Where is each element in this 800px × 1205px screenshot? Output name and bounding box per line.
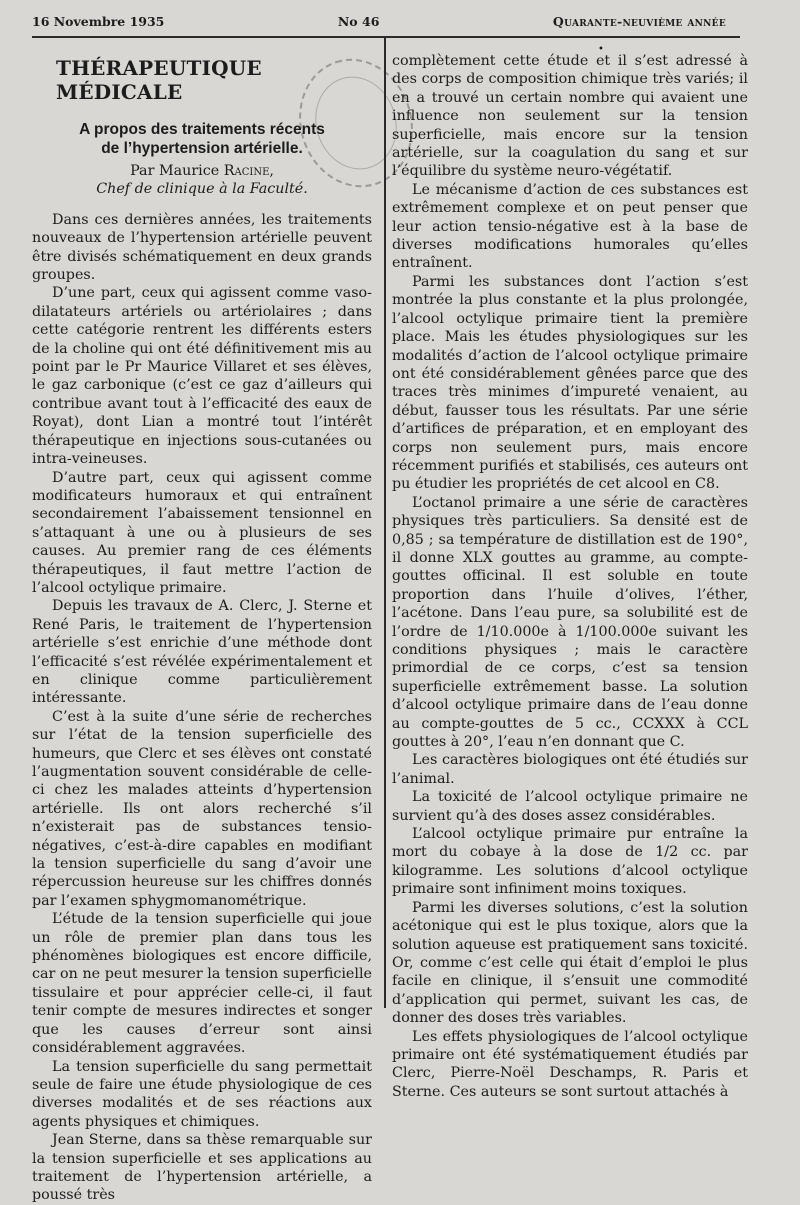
byline [32, 162, 372, 180]
author-name: Racine, [223, 163, 274, 179]
paragraph: La toxicité de l’alcool octylique primaire ne survient qu’à des doses assez considérables. [392, 789, 748, 824]
paragraph: Dans ces dernières années, les traitements nouveaux de l’hypertension artérielle peuvent être divisés schématiquement en deux grands groupes. [32, 211, 372, 284]
paragraph: complètement cette étude et il s’est adressé à des corps de composition chimique très variés; il en a trouvé un certain nombre qui avaient une influence non seulement sur la tension superficielle, mais encore sur la tension artérielle, sur la coagulation du sang et sur l’équilibre du système neuro-végétatif. [392, 53, 748, 180]
affiliation-line [32, 180, 372, 198]
header-issue: No 46 [337, 14, 380, 29]
section-title: THÉRAPEUTIQUE MÉDICALE [56, 56, 262, 104]
paragraph: C’est à la suite d’une série de recherches sur l’état de la tension superficielle des humeurs, que Clerc et ses élèves ont constaté l’augmentation souvent considérable de celle-ci chez les malades atteints d’hypertension artérielle. Ils ont alors recherché s’il n’existerait pas de substances tensio-négatives, c’est-à-dire capables en modifiant la tension superficielle du sang d’avoir une répercussion heureuse sur les chiffres donnés par l’examen sphygmomanométrique. [32, 708, 372, 909]
left-column [32, 48, 372, 1205]
paragraph: Le mécanisme d’action de ces substances est extrêmement complexe et on peut penser que leur action tensio-négative est à la base de diverses modifications humorales qu’elles entraînent. [392, 181, 748, 272]
paragraph: Parmi les diverses solutions, c’est la solution acétonique qui est le plus toxique, alors que la solution aqueuse est pratiquement sans toxicité. Or, comme c’est celle qui était d’emploi le plus facile en clinique, il s’ensuit une commodité d’application qui permet, suivant les cas, de donner des doses très variables. [392, 899, 748, 1027]
paragraph: Les effets physiologiques de l’alcool octylique primaire ont été systématiquement étudiés par Clerc, Pierre-Noël Deschamps, R. Paris et Sterne. Ces auteurs se sont surtout attachés à [392, 1028, 748, 1100]
article-title-line-1: A propos des traitements récents [79, 121, 325, 138]
article-title [32, 120, 372, 158]
byline-prefix: Par Maurice [130, 163, 224, 179]
paragraph: L’alcool octylique primaire pur entraîne la mort du cobaye à la dose de 1/2 cc. par kilogramme. Les solutions d’alcool octylique primaire sont infiniment moins toxiques. [392, 826, 748, 898]
page-header [32, 14, 726, 34]
paragraph: L’octanol primaire a une série de caractères physiques très particuliers. Sa densité est de 0,85 ; sa température de distillation est de 190°, il donne XLX gouttes au gramme, au compte-gouttes officinal. Il est soluble en toute proportion dans l’huile d’olives, l’éther, l’acétone. Dans l’eau pure, sa solubilité est de l’ordre de 1/10.000e à 1/100.000e suivant les conditions physiques ; mais le caractère primordial de ce corps, c’est sa tension superficielle extrêmement basse. La solution d’alcool octylique primaire dans de l’eau donne au compte-gouttes de 5 cc., CCXXX à CCL gouttes à 20°, l’eau n’en donnant que C. [392, 494, 748, 751]
paragraph: Jean Sterne, dans sa thèse remarquable sur la tension superficielle et ses applications au traitement de l’hypertension artérielle, a poussé très [32, 1132, 372, 1204]
paragraph: L’étude de la tension superficielle qui joue un rôle de premier plan dans tous les phénomènes biologiques est encore difficile, car on ne peut mesurer la tension superficielle tissulaire et pour apprécier celle-ci, il faut tenir compte de mesures indirectes et songer que les causes d’erreur sont ainsi considérablement aggravées. [32, 911, 372, 1057]
right-column [392, 52, 748, 1101]
paragraph: La tension superficielle du sang permettait seule de faire une étude physiologique de ces diverses modalités et de ses réactions aux agents physiques et chimiques. [32, 1058, 372, 1130]
article-title-line-2: de l’hypertension artérielle. [101, 140, 303, 157]
paragraph: Les caractères biologiques ont été étudiés sur l’animal. [392, 752, 748, 787]
paragraph: D’autre part, ceux qui agissent comme modificateurs humoraux et qui entraînent secondairement l’abaissement tensionnel en s’attaquant à une ou à plusieurs de ses causes. Au premier rang de ces éléments thérapeutiques, il faut mettre l’action de l’alcool octylique primaire. [32, 469, 372, 596]
header-date: 16 Novembre 1935 [32, 14, 165, 29]
paragraph: Parmi les substances dont l’action s’est montrée la plus constante et la plus prolongée, l’alcool octylique primaire tient la première place. Mais les études physiologiques sur les modalités d’action de l’alcool octylique primaire ont été considérablement gênées parce que des traces très minimes d’impureté venaient, au début, fausser tous les résultats. Par une série d’artifices de préparation, et en employant des corps non seulement purs, mais encore récemment purifiés et stabilisés, ces auteurs ont pu étudier les propriétés de cet alcool en C8. [392, 273, 748, 493]
ink-dot: • [598, 44, 604, 55]
header-rule [32, 36, 740, 38]
header-year: Quarante-neuvième année [552, 14, 726, 29]
paragraph: Depuis les travaux de A. Clerc, J. Sterne et René Paris, le traitement de l’hypertension artérielle s’est enrichie d’une méthode dont l’efficacité s’est révélée expérimentalement et en clinique comme particulièrement intéressante. [32, 598, 372, 707]
author-affiliation: Chef de clinique à la Faculté. [96, 181, 308, 198]
paragraph: D’une part, ceux qui agissent comme vaso-dilatateurs artériels ou artériolaires ; dans cette catégorie rentrent les différents esters de la choline qui ont été définitivement mis au point par le Pr Maurice Villaret et ses élèves, le gaz carbonique (c’est ce gaz d’ailleurs qui contribue avant tout à l’efficacité des eaux de Royat), dont Lian a montré tout l’intérêt thérapeutique en injections sous-cutanées ou intra-veineuses. [32, 285, 372, 468]
column-divider [384, 38, 386, 1008]
